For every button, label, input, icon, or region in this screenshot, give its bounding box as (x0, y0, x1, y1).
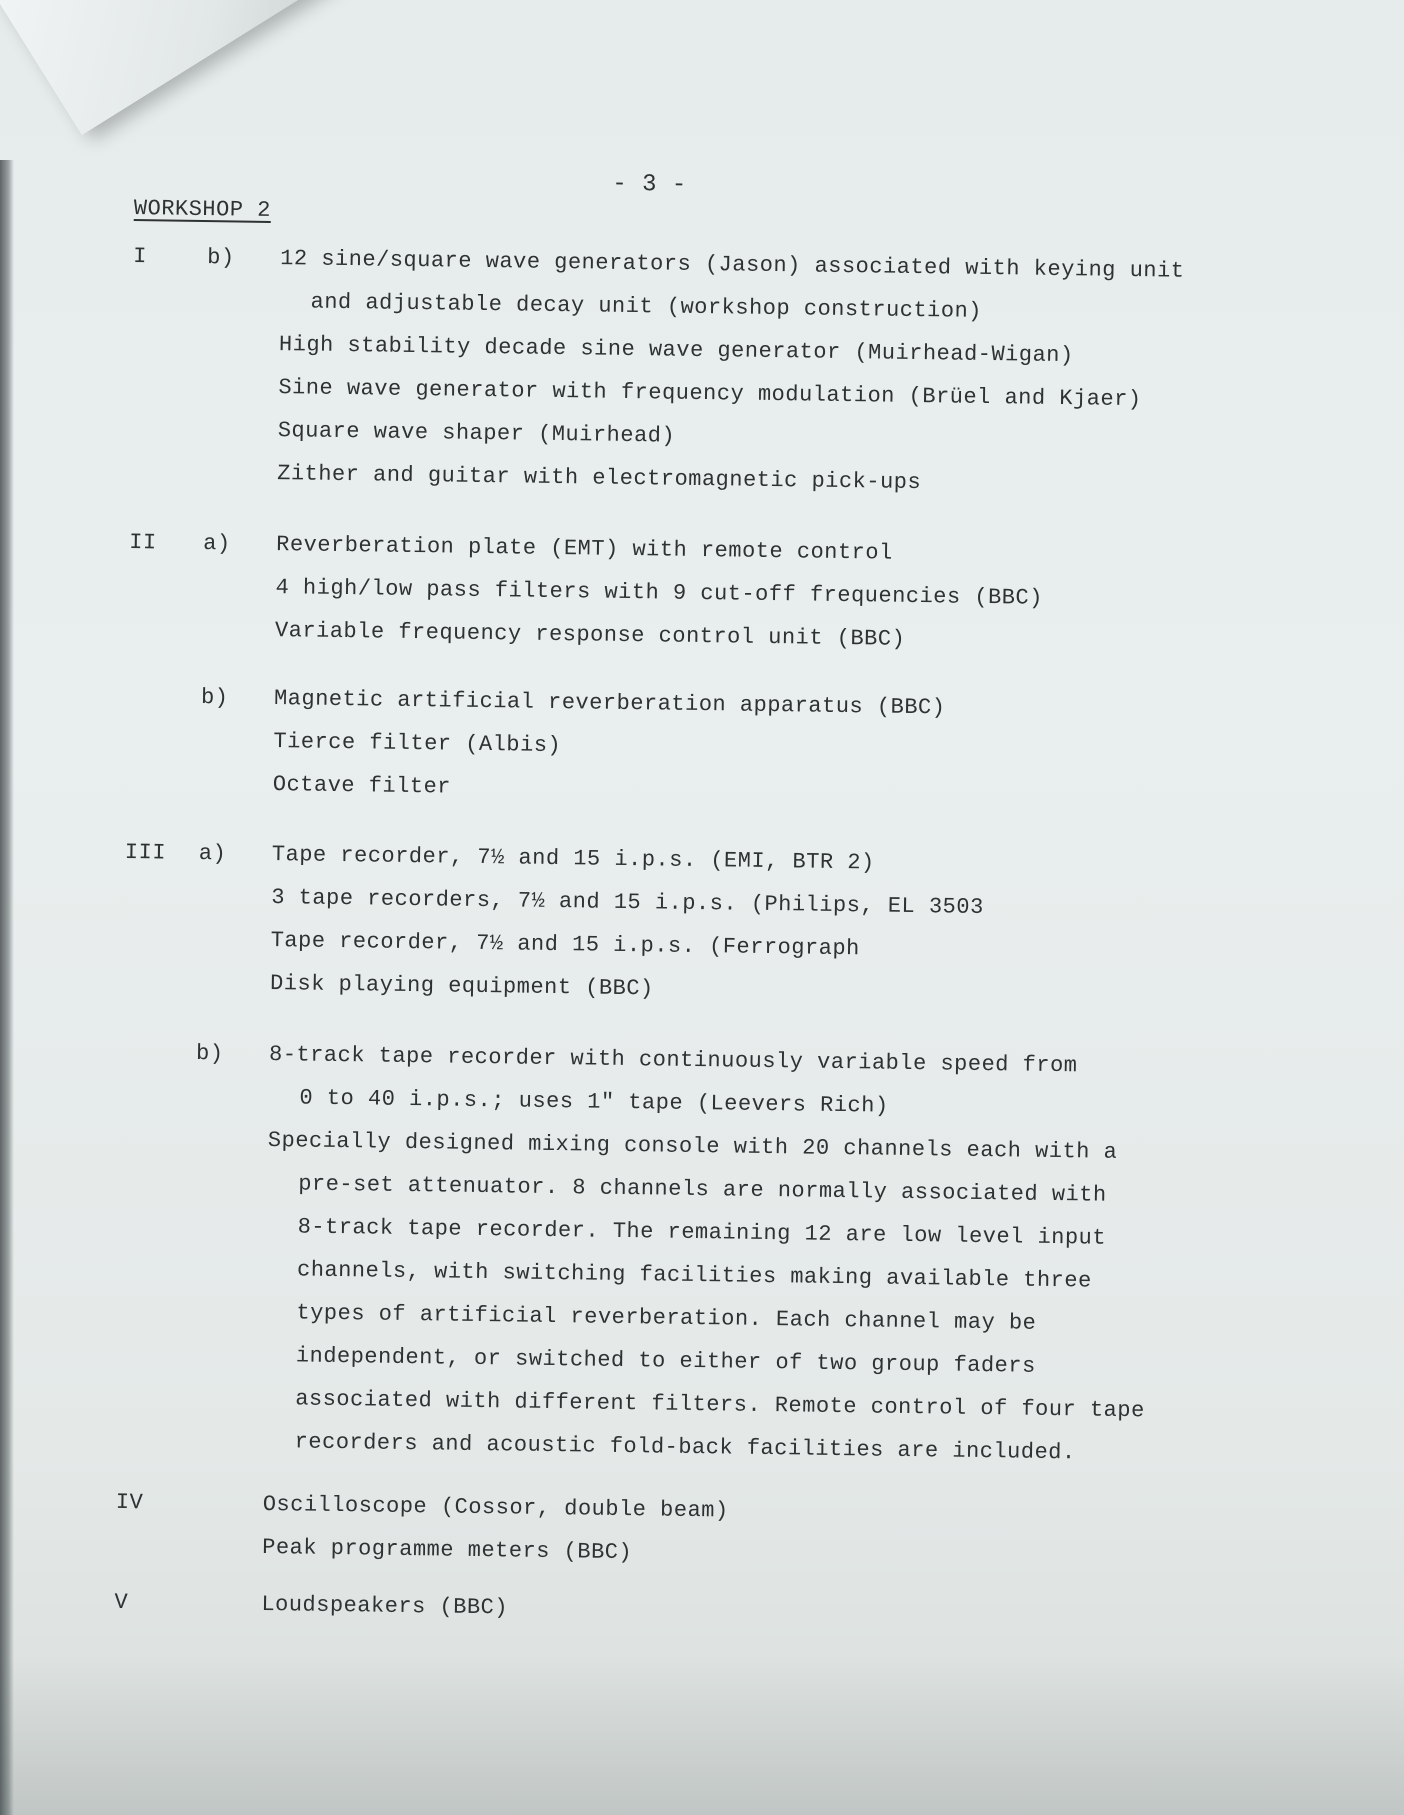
list-item: Specially designed mixing console with 20 channels each with a (267, 1128, 1118, 1165)
list-item-continuation: 0 to 40 i.p.s.; uses 1" tape (Leevers Rich) (299, 1085, 889, 1119)
list-item: 3 tape recorders, 7½ and 15 i.p.s. (Philips, EL 3503 (271, 885, 984, 920)
list-item: Zither and guitar with electromagnetic pick-ups (277, 461, 922, 496)
subsection-label: b) (207, 245, 235, 271)
list-item: Tape recorder, 7½ and 15 i.p.s. (Ferrograph (270, 928, 860, 962)
list-item-continuation: associated with different filters. Remote control of four tape (295, 1386, 1145, 1424)
list-item: Disk playing equipment (BBC) (269, 971, 654, 1002)
list-item: Square wave shaper (Muirhead) (277, 418, 676, 449)
page-number: - 3 - (612, 170, 687, 199)
list-item: 8-track tape recorder with continuously variable speed from (268, 1042, 1078, 1079)
subsection-label: b) (200, 685, 229, 711)
list-item-continuation: independent, or switched to either of two group faders (295, 1343, 1036, 1379)
list-item-continuation: recorders and acoustic fold-back facilities are included. (294, 1429, 1076, 1466)
page-bottom-shadow (0, 1655, 1404, 1815)
list-item: Sine wave generator with frequency modulation (Brüel and Kjaer) (278, 375, 1142, 413)
list-item-continuation: channels, with switching facilities making available three (296, 1257, 1092, 1294)
subsection-label: b) (195, 1041, 224, 1067)
list-item: Octave filter (272, 772, 452, 800)
section-numeral: III (124, 839, 167, 866)
list-item: 4 high/low pass filters with 9 cut-off frequencies (BBC) (275, 575, 1044, 611)
list-item-continuation: and adjustable decay unit (workshop construction) (310, 289, 983, 324)
subsection-label: a) (198, 841, 227, 867)
list-item: High stability decade sine wave generator (Muirhead-Wigan) (278, 332, 1074, 369)
list-item: Magnetic artificial reverberation apparatus (BBC) (273, 686, 946, 721)
list-item: Variable frequency response control unit (BBC) (274, 618, 906, 652)
list-item-continuation: pre-set attenuator. 8 channels are normally associated with (298, 1171, 1107, 1208)
list-item: Peak programme meters (BBC) (262, 1534, 633, 1566)
list-item: Tape recorder, 7½ and 15 i.p.s. (EMI, BTR 2) (271, 842, 875, 876)
list-item: 12 sine/square wave generators (Jason) associated with keying unit (280, 246, 1185, 284)
list-item: Loudspeakers (BBC) (261, 1591, 509, 1621)
list-item-continuation: types of artificial reverberation. Each channel may be (296, 1300, 1037, 1336)
list-item: Oscilloscope (Cossor, double beam) (262, 1491, 729, 1524)
section-numeral: V (114, 1589, 129, 1616)
section-numeral: II (129, 530, 157, 556)
section-numeral: I (133, 244, 148, 270)
list-item: Tierce filter (Albis) (273, 729, 562, 759)
page-heading: WORKSHOP 2 (133, 196, 272, 223)
list-item-continuation: 8-track tape recorder. The remaining 12 are low level input (297, 1214, 1107, 1251)
section-numeral: IV (115, 1489, 144, 1516)
list-item: Reverberation plate (EMT) with remote control (276, 532, 893, 566)
subsection-label: a) (203, 531, 231, 557)
